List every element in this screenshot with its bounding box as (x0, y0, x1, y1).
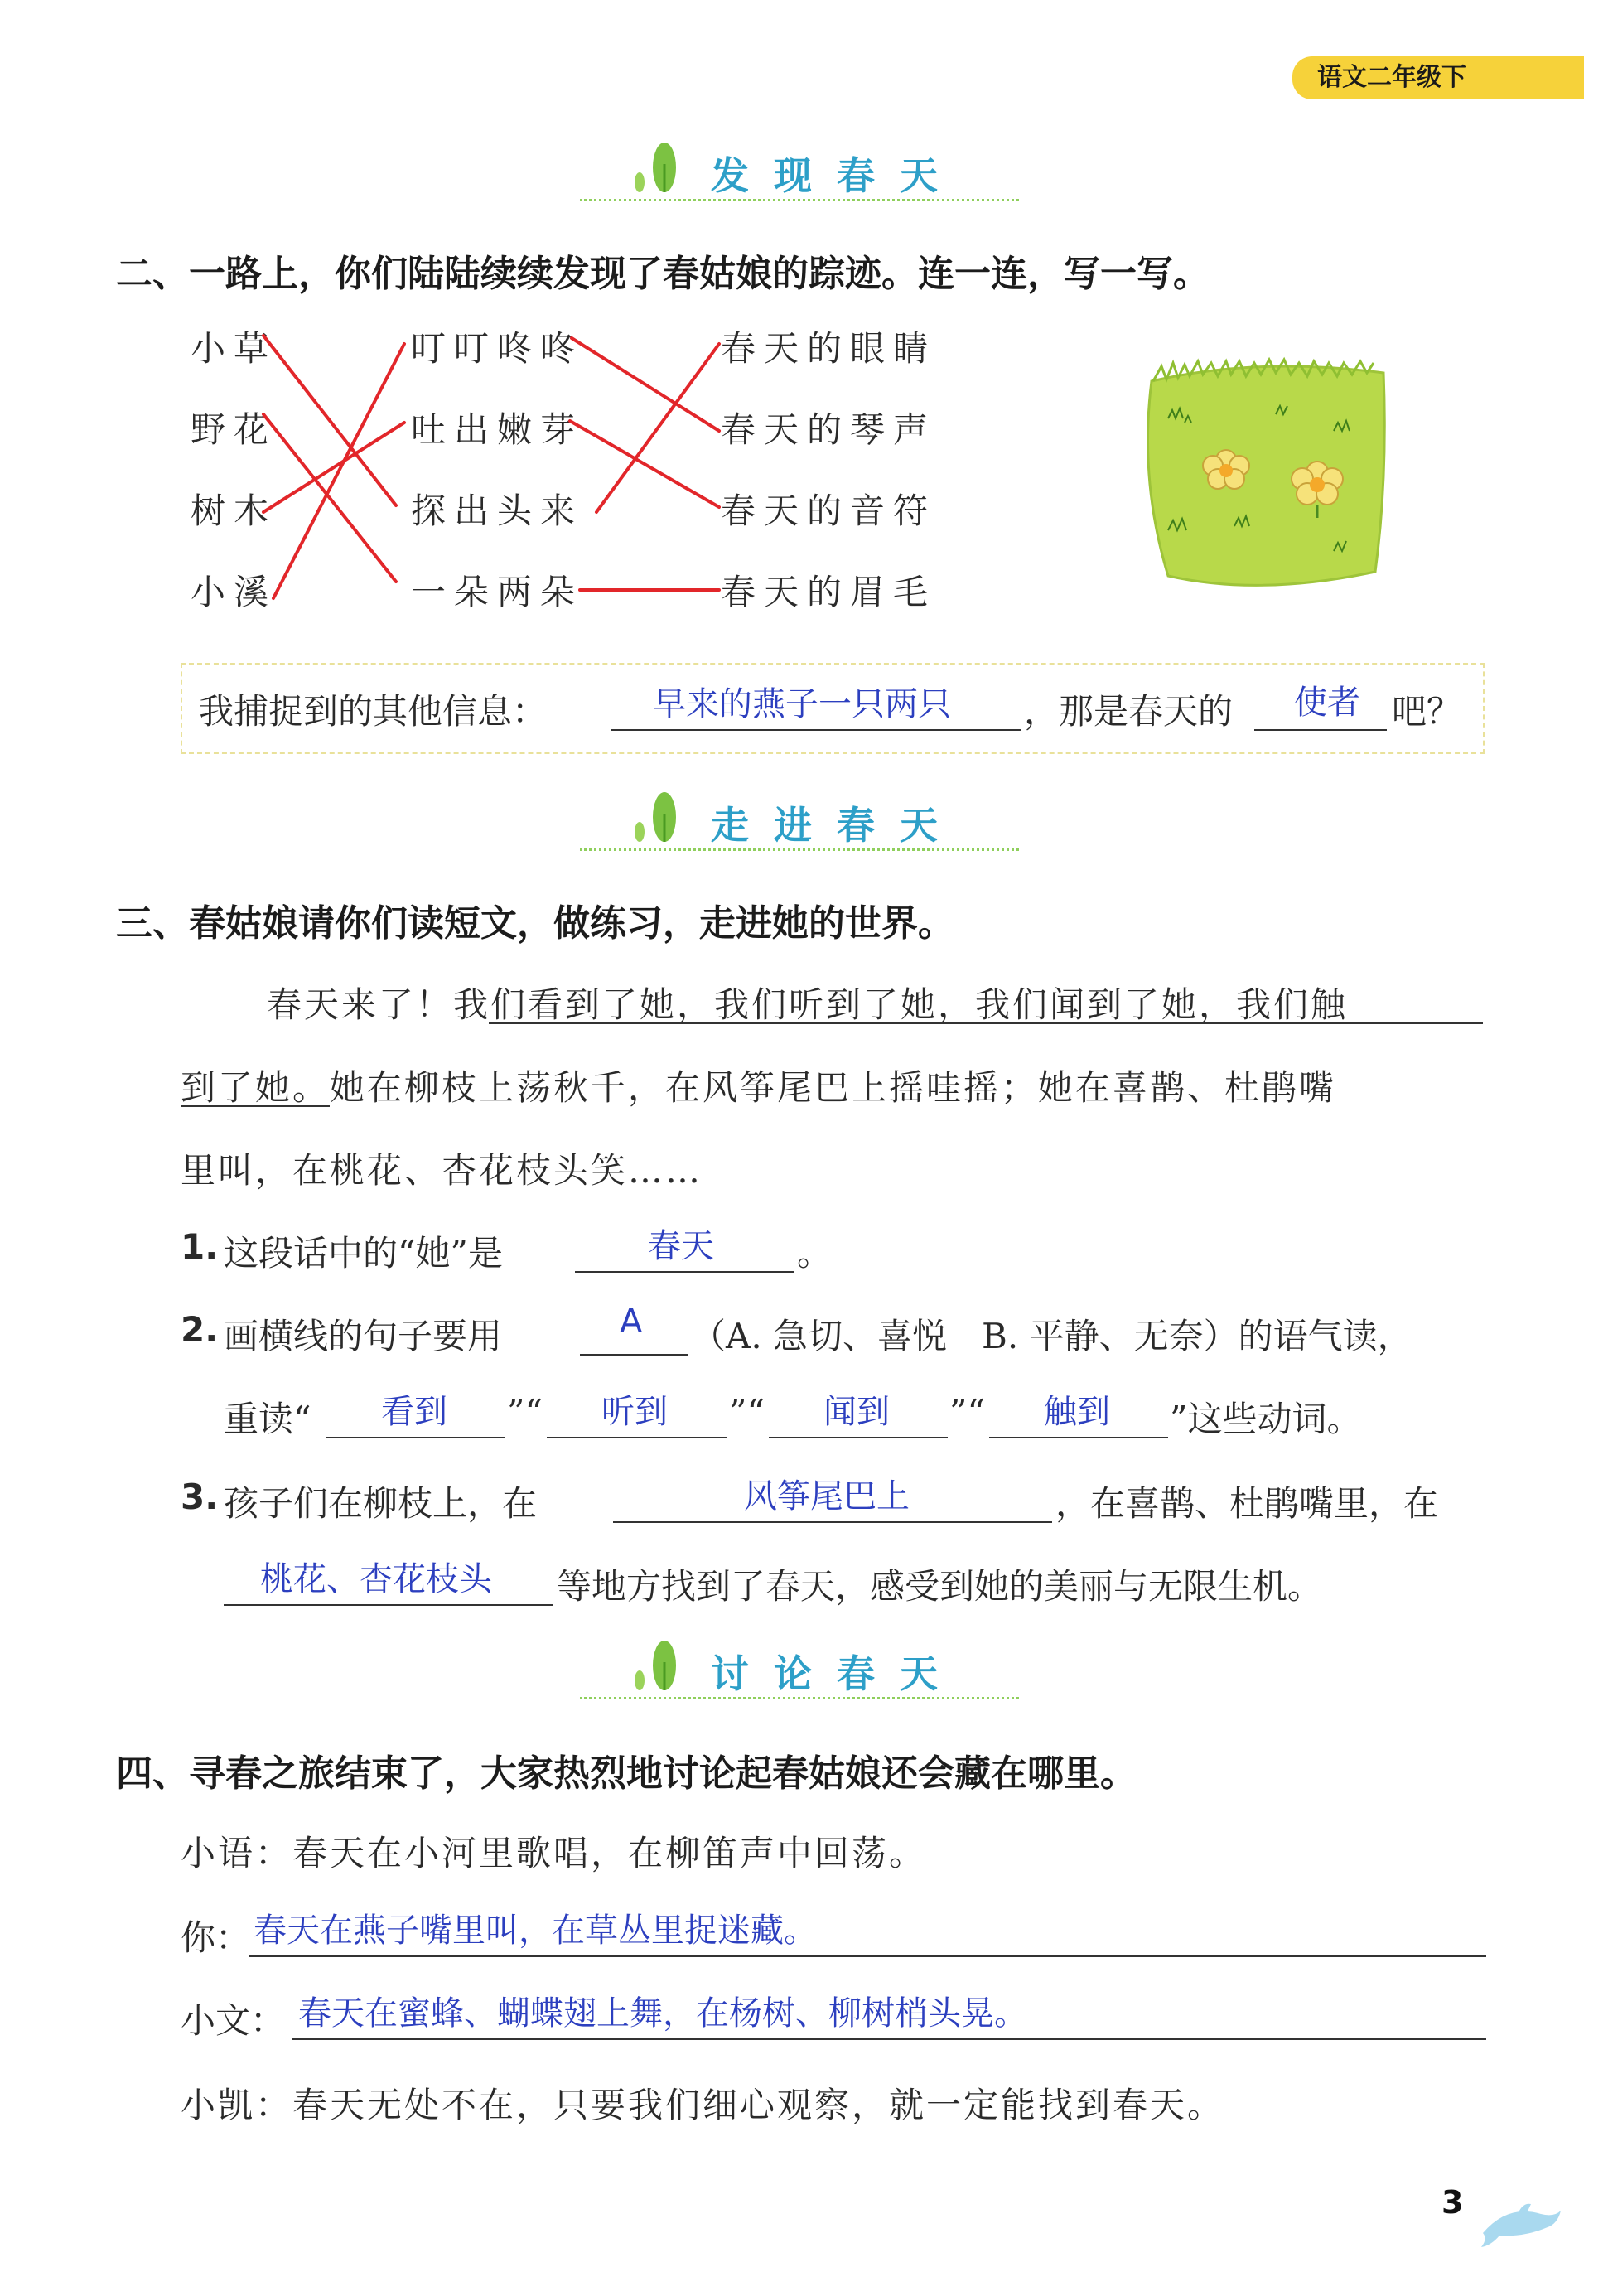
match-right-item: 春天的音符 (721, 491, 937, 531)
match-right-item: 春天的琴声 (721, 409, 937, 450)
quote-separator: ”“ (507, 1392, 543, 1433)
info-mid-text: ，那是春天的 (1024, 691, 1234, 732)
discussion-label-xiaowen: 小文： (181, 2000, 286, 2041)
answer-blank-line (547, 1437, 727, 1438)
match-line (572, 338, 719, 431)
section-title-discuss: 讨论春天 (711, 1651, 963, 1696)
item-2-line2-prefix: 重读“ (224, 1399, 311, 1439)
question-4-heading: 四、寻春之旅结束了，大家热烈地讨论起春姑娘还会藏在哪里。 (116, 1752, 1137, 1795)
match-middle-item: 吐出嫩芽 (411, 409, 584, 450)
section-title-discover: 发现春天 (711, 153, 963, 198)
item-number: 1. (181, 1226, 219, 1267)
passage-underline (489, 1022, 1483, 1024)
answer-info: 早来的燕子一只两只 (653, 685, 951, 723)
section-title-enter: 走进春天 (711, 803, 963, 848)
answer-kite-tail: 风筝尾巴上 (744, 1477, 910, 1515)
item-3-mid: ，在喜鹊、杜鹃嘴里，在 (1055, 1483, 1439, 1524)
info-label: 我捕捉到的其他信息： (199, 691, 548, 732)
grade-badge: 语文二年级下 (1292, 56, 1584, 99)
answer-blank-line (575, 1271, 794, 1273)
match-line (273, 344, 404, 598)
answer-blank-line (1254, 729, 1387, 731)
item-2-line2-end: ”这些动词。 (1170, 1399, 1362, 1439)
discussion-line-xiaokai: 小凯：春天无处不在，只要我们细心观察，就一定能找到春天。 (181, 2085, 1225, 2125)
section-rule (580, 848, 1019, 851)
section-rule (580, 1697, 1019, 1699)
passage-line-2: 到了她。她在柳枝上荡秋千，在风筝尾巴上摇哇摇；她在喜鹊、杜鹃嘴 (181, 1067, 1337, 1108)
answer-blank-line (224, 1604, 553, 1606)
match-line (263, 336, 396, 505)
passage-underline (181, 1105, 330, 1107)
answer-blank-line (326, 1437, 505, 1438)
match-middle-item: 一朵两朵 (411, 572, 584, 612)
answer-verb: 看到 (381, 1393, 447, 1431)
item-3-text: 孩子们在柳枝上，在 (224, 1483, 538, 1524)
quote-separator: ”“ (949, 1392, 985, 1433)
item-1-end: 。 (797, 1233, 833, 1274)
answer-you: 春天在燕子嘴里叫，在草丛里捉迷藏。 (254, 1912, 817, 1950)
passage-line-1: 春天来了！我们看到了她，我们听到了她，我们闻到了她，我们触 (267, 984, 1349, 1025)
answer-blank-line (249, 1955, 1486, 1957)
item-number: 3. (181, 1477, 219, 1517)
item-3-end: 等地方找到了春天，感受到她的美丽与无限生机。 (557, 1566, 1323, 1607)
match-line (596, 344, 719, 512)
answer-tone: A (620, 1303, 643, 1341)
match-right-item: 春天的眼睛 (721, 328, 937, 369)
match-left-item: 树木 (191, 491, 278, 531)
answer-xiaowen: 春天在蜜蜂、蝴蝶翅上舞，在杨树、柳树梢头晃。 (298, 1994, 1027, 2033)
sprout-icon (628, 789, 683, 852)
item-2-text: 画横线的句子要用 (224, 1316, 503, 1356)
match-right-item: 春天的眉毛 (721, 572, 937, 612)
answer-blank-line (611, 729, 1021, 731)
quote-separator: ”“ (729, 1392, 765, 1433)
match-middle-item: 探出头来 (411, 491, 584, 531)
answer-verb: 听到 (601, 1393, 668, 1431)
question-3-heading: 三、春姑娘请你们读短文，做练习，走进她的世界。 (116, 902, 954, 945)
match-left-item: 野花 (191, 409, 278, 450)
match-middle-item: 叮叮咚咚 (411, 328, 584, 369)
item-number: 2. (181, 1309, 219, 1350)
dolphin-icon (1475, 2196, 1566, 2254)
answer-blank-line (580, 1354, 688, 1356)
answer-blank-line (292, 2038, 1486, 2040)
page-number: 3 (1441, 2184, 1464, 2221)
answer-verb: 触到 (1044, 1393, 1110, 1431)
answer-blank-line (613, 1521, 1052, 1523)
sprout-icon (628, 1637, 683, 1700)
item-1-text: 这段话中的“她”是 (224, 1233, 503, 1274)
answer-envoy: 使者 (1294, 684, 1360, 722)
discussion-line-xiaoyu: 小语：春天在小河里歌唱，在柳笛声中回荡。 (181, 1833, 927, 1873)
grass-flowers-illustration (1135, 348, 1393, 597)
match-line (263, 423, 404, 512)
flower-icon (1203, 450, 1249, 489)
discussion-label-you: 你： (181, 1917, 251, 1958)
item-2-options: （A. 急切、喜悦 B. 平静、无奈）的语气读， (691, 1316, 1412, 1356)
answer-blank-line (989, 1437, 1168, 1438)
match-left-item: 小溪 (191, 572, 278, 612)
passage-line-3: 里叫，在桃花、杏花枝头笑…… (181, 1150, 703, 1191)
match-line (570, 421, 719, 507)
answer-blank-line (769, 1437, 948, 1438)
question-2-heading: 二、一路上，你们陆陆续续发现了春姑娘的踪迹。连一连，写一写。 (116, 253, 1210, 295)
answer-she: 春天 (648, 1227, 714, 1265)
answer-verb: 闻到 (823, 1393, 890, 1431)
answer-blossom-branches: 桃花、杏花枝头 (260, 1560, 492, 1598)
info-end-text: 吧？ (1392, 691, 1462, 732)
match-left-item: 小草 (191, 328, 278, 369)
